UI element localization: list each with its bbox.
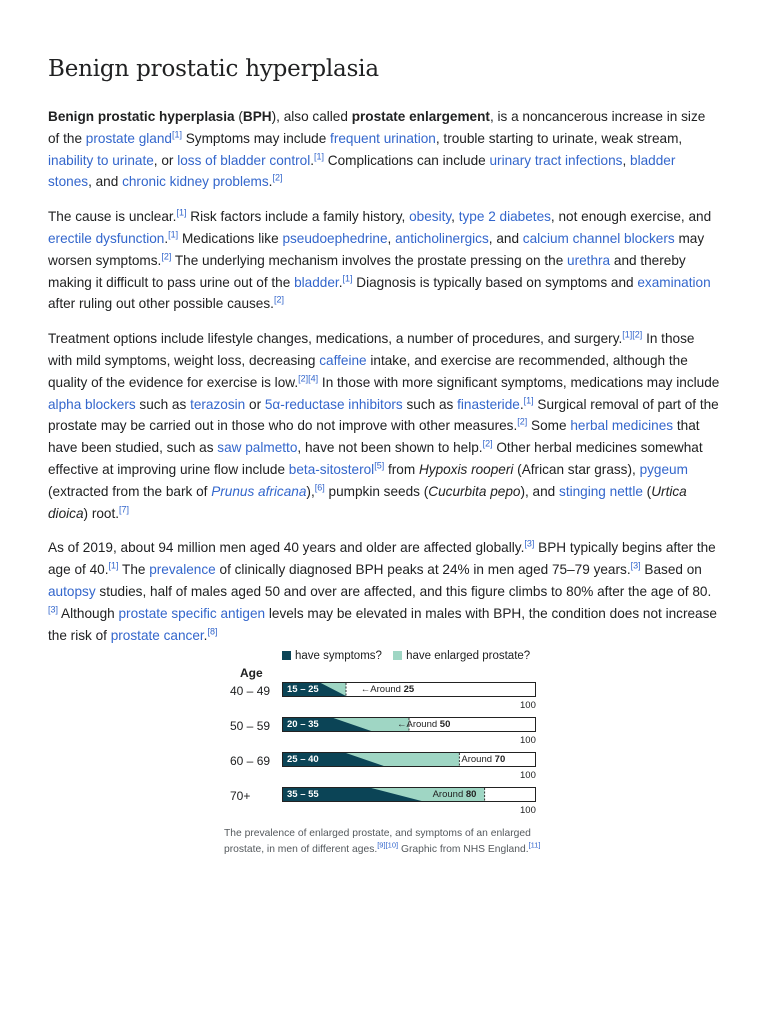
text: .	[268, 174, 273, 190]
text: of clinically diagnosed BPH peaks at 24% in men aged 75–79 years.	[215, 562, 631, 578]
around-label	[461, 754, 505, 765]
link-obesity[interactable]: obesity	[409, 209, 452, 225]
citation[interactable]: [3]	[48, 604, 59, 615]
text: (	[642, 483, 652, 499]
citation[interactable]: [2]	[272, 172, 283, 183]
scale-max-label: 100	[520, 805, 536, 816]
species-name: Urtica dioica	[48, 483, 687, 521]
around-value: 70	[494, 754, 506, 765]
citation[interactable]: [1]	[622, 329, 633, 340]
text: ), also called	[271, 109, 352, 124]
paragraph-treatment	[48, 328, 720, 524]
text: Surgical removal of part of the prostate may be carried out in those who do not improve with other measures.	[48, 396, 719, 434]
citation[interactable]: [3]	[630, 560, 641, 571]
page-title: Benign prostatic hyperplasia	[48, 56, 379, 82]
text: Symptoms may include	[181, 130, 331, 146]
text: .	[519, 396, 524, 412]
chart-row	[224, 752, 564, 787]
symptom-range-label: 20 – 35	[287, 719, 319, 730]
citation[interactable]: [2]	[517, 416, 528, 427]
bar-frame	[282, 787, 536, 802]
legend-item-enlarged	[393, 650, 530, 662]
text: (African star grass),	[513, 461, 640, 477]
legend-label: have enlarged prostate?	[406, 650, 531, 662]
citation[interactable]: [4]	[308, 373, 319, 384]
chart-legend	[282, 650, 538, 662]
citation[interactable]: [1]	[523, 395, 534, 406]
link-chronic-kidney-problems[interactable]: chronic kidney problems	[122, 174, 269, 190]
text: Some	[527, 418, 571, 434]
age-label: 40 – 49	[230, 684, 271, 698]
text: Other herbal medicines somewhat effective at improving urine flow include	[48, 440, 703, 477]
text: Medications like	[178, 230, 283, 246]
text: such as	[135, 396, 191, 412]
text: The cause is unclear.	[48, 209, 177, 225]
link-prunus-africana[interactable]: Prunus africana	[211, 483, 307, 499]
bar-frame	[282, 752, 536, 767]
link-stinging-nettle[interactable]: stinging nettle	[559, 483, 643, 499]
text: Treatment options include lifestyle changes, medications, a number of procedures, and surgery.	[48, 331, 623, 347]
species-name: Cucurbita pepo	[428, 483, 521, 499]
text: or	[245, 396, 265, 412]
link-autopsy[interactable]: autopsy	[48, 583, 96, 599]
link-calcium-channel-blockers[interactable]: calcium channel blockers	[522, 230, 675, 246]
text: The underlying mechanism involves the prostate pressing on the	[171, 252, 568, 268]
link-prostate-specific-antigen[interactable]: prostate specific antigen	[118, 605, 266, 621]
link-prevalence[interactable]: prevalence	[149, 562, 216, 578]
link-bladder[interactable]: bladder	[294, 274, 339, 290]
link-pseudoephedrine[interactable]: pseudoephedrine	[282, 230, 388, 246]
text: from	[384, 461, 419, 477]
text: , or	[153, 152, 178, 168]
link-examination[interactable]: examination	[637, 274, 711, 290]
text: .	[203, 627, 208, 643]
around-label	[433, 789, 477, 800]
link-urethra[interactable]: urethra	[567, 252, 611, 268]
age-label: 60 – 69	[230, 754, 271, 768]
link-inability-to-urinate[interactable]: inability to urinate	[48, 152, 154, 168]
around-value: 25	[403, 684, 415, 695]
citation[interactable]: [1]	[171, 129, 182, 140]
around-text: ←Around	[397, 719, 440, 730]
text: such as	[402, 396, 458, 412]
text: , trouble starting to urinate, weak stream,	[435, 130, 683, 146]
text: studies, half of males aged 50 and over are affected, and this figure climbs to 80% after the age of 80.	[95, 583, 712, 599]
text: ) root.	[83, 505, 120, 521]
text: ), and	[520, 483, 560, 499]
text: ),	[306, 483, 315, 499]
citation[interactable]: [1]	[342, 273, 353, 284]
text: (	[234, 109, 243, 124]
text: that have been studied, such as	[48, 418, 700, 456]
text: pumpkin seeds (	[324, 483, 429, 499]
link-pygeum[interactable]: pygeum	[639, 461, 688, 477]
citation[interactable]: [9]	[377, 840, 386, 850]
symptom-range-label: 25 – 40	[287, 754, 319, 765]
link-herbal-medicines[interactable]: herbal medicines	[570, 418, 674, 434]
text: levels may be elevated in males with BPH, the condition does not increase the risk of	[48, 605, 717, 643]
age-axis-header: Age	[240, 666, 263, 680]
text: .	[164, 230, 169, 246]
citation[interactable]: [10]	[385, 840, 399, 850]
legend-swatch-symptoms	[282, 651, 291, 660]
text: , have not been shown to help.	[297, 440, 483, 456]
bar-graphic	[283, 788, 535, 801]
around-text: ←Around	[360, 684, 404, 695]
citation[interactable]: [1]	[108, 560, 119, 571]
text: As of 2019, about 94 million men aged 40 years and older are affected globally.	[48, 540, 525, 556]
text: after ruling out other possible causes.	[48, 296, 274, 312]
caption-text: Graphic from NHS England.	[398, 844, 529, 855]
citation[interactable]: [1]	[176, 207, 187, 218]
citation[interactable]: [7]	[119, 504, 130, 515]
chart-row	[224, 787, 564, 822]
text: In those with more significant symptoms, medications may include	[318, 374, 720, 390]
text: In those with mild symptoms, weight loss, decreasing	[48, 331, 695, 368]
text: (extracted from the bark of	[48, 483, 212, 499]
species-name: Hypoxis rooperi	[418, 461, 514, 477]
around-value: 80	[465, 789, 477, 800]
text: may worsen symptoms.	[48, 230, 705, 268]
around-label	[397, 719, 450, 730]
text: , is a noncancerous increase in size of the	[48, 109, 706, 146]
scale-max-label: 100	[520, 700, 536, 711]
scale-max-label: 100	[520, 770, 536, 781]
text: , not enough exercise, and	[550, 209, 712, 225]
link-beta-sitosterol[interactable]: beta-sitosterol	[288, 461, 375, 477]
caption-text: The prevalence of enlarged prostate, and symptoms of an enlarged prostate, in men of different ages.	[224, 828, 531, 855]
text: The	[118, 562, 150, 578]
symptom-range-label: 35 – 55	[287, 789, 319, 800]
symptom-range-label: 15 – 25	[287, 684, 319, 695]
article-body	[48, 106, 720, 659]
citation[interactable]: [2]	[161, 251, 172, 262]
scale-max-label: 100	[520, 735, 536, 746]
text: Based on	[640, 562, 702, 578]
legend-item-symptoms	[282, 650, 382, 662]
term: BPH	[242, 109, 272, 124]
around-label	[361, 684, 414, 695]
text: intake, and exercise are recommended, although the quality of the evidence for exercise is low.	[48, 352, 688, 390]
citation[interactable]: [2]	[482, 438, 493, 449]
citation[interactable]: [2]	[298, 373, 309, 384]
link-erectile-dysfunction[interactable]: erectile dysfunction	[48, 230, 165, 246]
citation[interactable]: [1]	[314, 151, 325, 162]
citation[interactable]: [2]	[632, 329, 643, 340]
around-value: 50	[439, 719, 451, 730]
age-label: 50 – 59	[230, 719, 271, 733]
link-loss-of-bladder-control[interactable]: loss of bladder control	[177, 152, 311, 168]
bar-frame	[282, 682, 536, 697]
link-anticholinergics[interactable]: anticholinergics	[395, 230, 489, 246]
text: Complications can include	[324, 152, 490, 168]
citation[interactable]: [11]	[528, 840, 541, 850]
citation[interactable]: [6]	[314, 482, 325, 493]
link-prostate-cancer[interactable]: prostate cancer	[110, 627, 204, 643]
citation[interactable]: [2]	[273, 294, 284, 305]
text: , and	[488, 230, 523, 246]
paragraph-cause	[48, 206, 720, 315]
link-terazosin[interactable]: terazosin	[190, 396, 246, 412]
text: .	[338, 274, 343, 290]
chart-row	[224, 717, 564, 752]
age-label: 70+	[230, 789, 251, 803]
text: Diagnosis is typically based on symptoms and	[352, 274, 638, 290]
link-frequent-urination[interactable]: frequent urination	[330, 130, 436, 146]
link-type-2-diabetes[interactable]: type 2 diabetes	[458, 209, 551, 225]
legend-swatch-enlarged	[393, 651, 402, 660]
term: Benign prostatic hyperplasia	[48, 109, 235, 124]
link-alpha-blockers[interactable]: alpha blockers	[48, 396, 136, 412]
text: .	[310, 152, 314, 168]
text: Although	[58, 605, 119, 621]
text: ,	[387, 230, 396, 246]
around-text: Around	[461, 754, 495, 765]
paragraph-epidemiology	[48, 537, 720, 646]
text: ,	[622, 152, 631, 168]
text: , and	[88, 174, 123, 190]
link-saw-palmetto[interactable]: saw palmetto	[217, 440, 298, 456]
around-text: Around	[432, 789, 466, 800]
term: prostate enlargement	[351, 109, 490, 124]
bar-frame	[282, 717, 536, 732]
citation[interactable]: [3]	[524, 538, 535, 549]
paragraph-intro	[48, 106, 720, 193]
link-finasteride[interactable]: finasteride	[457, 396, 520, 412]
link-bladder-stones[interactable]: bladder stones	[48, 152, 676, 190]
legend-label: have symptoms?	[295, 650, 382, 662]
link-prostate-gland[interactable]: prostate gland	[85, 130, 172, 146]
link-urinary-tract-infections[interactable]: urinary tract infections	[489, 152, 623, 168]
text: BPH typically begins after the age of 40.	[48, 540, 716, 578]
citation[interactable]: [1]	[168, 229, 179, 240]
citation[interactable]: [8]	[207, 626, 218, 636]
figure-caption	[224, 826, 564, 858]
text: ,	[451, 209, 459, 225]
link-5-alpha-reductase-inhibitors[interactable]: 5α-reductase inhibitors	[264, 396, 403, 412]
chart-row	[224, 682, 564, 717]
link-caffeine[interactable]: caffeine	[319, 352, 367, 368]
text: Risk factors include a family history,	[186, 209, 410, 225]
citation[interactable]: [5]	[374, 460, 385, 471]
text: and thereby making it difficult to pass urine out of the	[48, 252, 686, 290]
